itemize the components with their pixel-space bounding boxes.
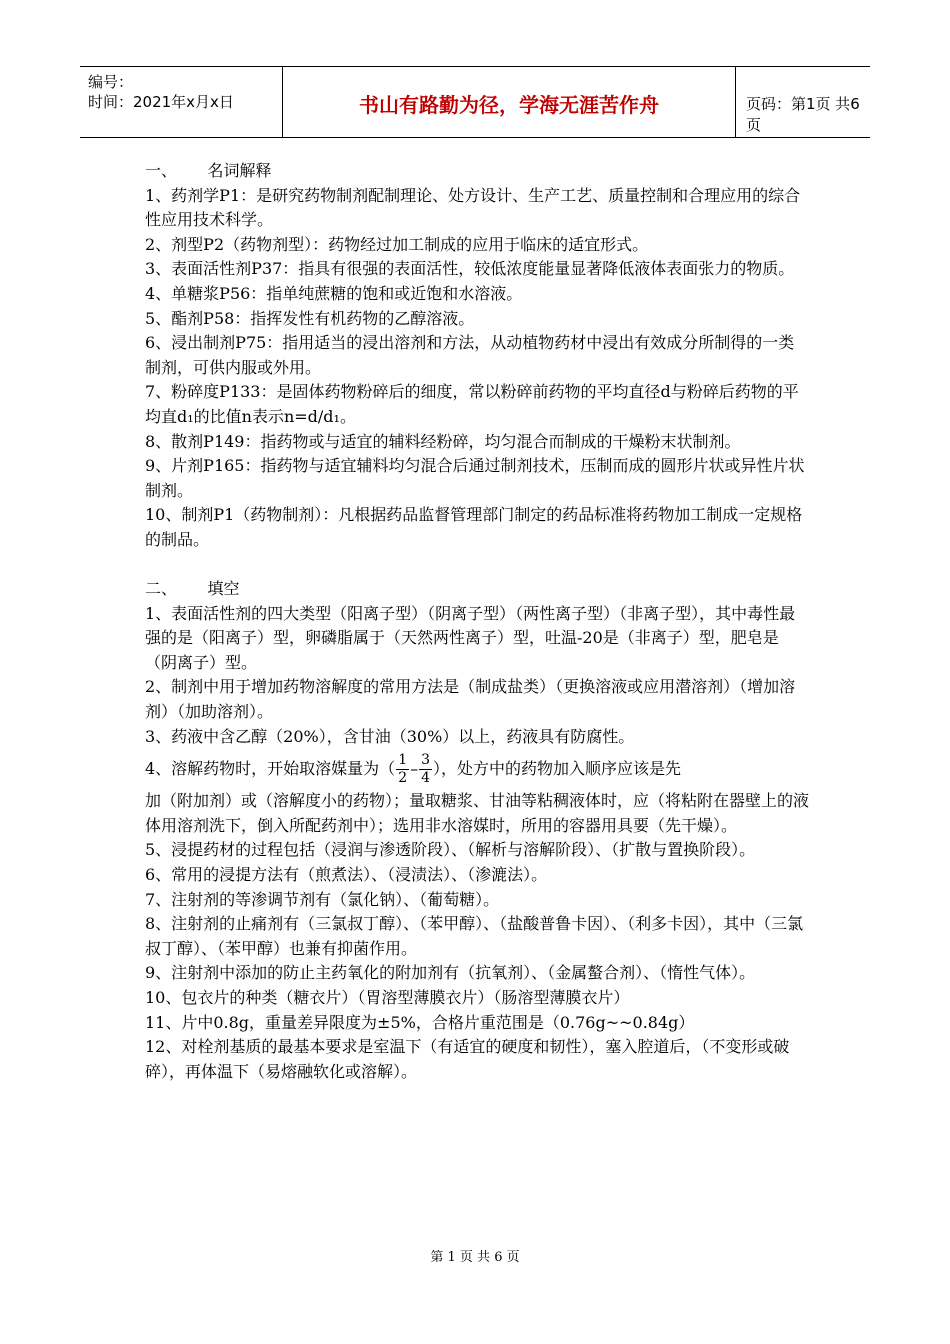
header-meta-cell — [80, 67, 283, 137]
header-motto-cell — [283, 67, 736, 137]
fraction-denominator: 4 — [421, 770, 431, 787]
definition-item: 3、表面活性剂P37：指具有很强的表面活性，较低浓度能量显著降低液体表面张力的物质。 — [145, 259, 795, 279]
definition-item: 4、单糖浆P56：指单纯蔗糖的饱和或近饱和水溶液。 — [145, 283, 523, 303]
fill-item: 7、注射剂的等渗调节剂有（氯化钠）、（葡萄糖）。 — [145, 889, 500, 909]
fraction-dash: – — [410, 759, 419, 779]
motto-text: 书山有路勤为径，学海无涯苦作舟 — [359, 93, 659, 117]
fill-item: 9、注射剂中添加的防止主药氧化的附加剂有（抗氧剂）、（金属螯合剂）、（惰性气体）。 — [145, 963, 756, 983]
fill-item-text: 4、溶解药物时，开始取溶媒量为（ — [145, 759, 396, 779]
fraction-three-quarters — [419, 752, 432, 787]
fill-item: 11、片中0.8g，重量差异限度为±5%，合格片重范围是（0.76g~~0.84g） — [145, 1012, 695, 1032]
number-label: 编号： — [88, 73, 134, 91]
definition-item: 7、粉碎度P133：是固体药物粉碎后的细度，常以粉碎前药物的平均直径d与粉碎后药物的平均直d₁的比值n表示n=d/d₁。 — [145, 382, 799, 426]
definitions-list — [145, 184, 810, 553]
fill-item: 10、包衣片的种类（糖衣片）（胃溶型薄膜衣片）（肠溶型薄膜衣片） — [145, 988, 630, 1007]
definition-item: 10、制剂P1（药物制剂）：凡根据药品监督管理部门制定的药品标准将药物加工制成一定规格的制品。 — [145, 505, 803, 549]
section-title-definitions: 一、 名词解释 — [145, 161, 272, 180]
header-page-cell — [736, 67, 870, 137]
spacer — [145, 553, 810, 578]
document-body — [145, 159, 810, 1084]
fill-item-continued: 加（附加剂）或（溶解度小的药物）；量取糖浆、甘油等粘稠液体时，应（将粘附在器壁上的液体用溶剂洗下，倒入所配药剂中）；选用非水溶媒时，所用的容器用具要（先干燥）。 — [145, 791, 810, 835]
fill-item: 2、制剂中用于增加药物溶解度的常用方法是（制成盐类）（更换溶液或应用潜溶剂）（增加溶剂）（加助溶剂）。 — [145, 677, 796, 722]
fraction-one-half — [396, 752, 409, 787]
definition-item: 9、片剂P165：指药物与适宜辅料均匀混合后通过制剂技术，压制而成的圆形片状或异性片状制剂。 — [145, 456, 805, 500]
definition-item: 8、散剂P149：指药物或与适宜的辅料经粉碎，均匀混合而制成的干燥粉末状制剂。 — [145, 431, 741, 451]
definition-item: 6、浸出制剂P75：指用适当的浸出溶剂和方法，从动植物药材中浸出有效成分所制得的一类制剂，可供内服或外用。 — [145, 333, 795, 377]
definition-item: 5、酯剂P58：指挥发性有机药物的乙醇溶液。 — [145, 308, 475, 328]
fraction-denominator: 2 — [398, 770, 408, 787]
page-footer: 第 1 页 共 6 页 — [430, 1250, 520, 1265]
section-title-fill-in: 二、 填空 — [145, 579, 240, 599]
fill-item: 6、常用的浸提方法有（煎煮法）、（浸渍法）、（渗漉法）。 — [145, 865, 548, 885]
fill-item: 1、表面活性剂的四大类型（阳离子型）（阴离子型）（两性离子型）（非离子型），其中毒性最强的是（阳离子）型，卵磷脂属于（天然两性离子）型，吐温-20是（非离子）型，肥皂是（阴离子）型。 — [145, 603, 796, 672]
definition-item: 2、剂型P2（药物剂型）：药物经过加工制成的应用于临床的适宜形式。 — [145, 234, 649, 254]
definition-item: 1、药剂学P1：是研究药物制剂配制理论、处方设计、生产工艺、质量控制和合理应用的综合性应用技术科学。 — [145, 185, 801, 230]
fill-item: 8、注射剂的止痛剂有（三氯叔丁醇）、（苯甲醇）、（盐酸普鲁卡因）、（利多卡因），其中（三氯叔丁醇）、（苯甲醇）也兼有抑菌作用。 — [145, 914, 804, 958]
fill-item: 3、药液中含乙醇（20%），含甘油（30%）以上，药液具有防腐性。 — [145, 726, 635, 746]
fraction-numerator: 1 — [398, 752, 408, 769]
page-info: 页码：第1页 共6页 — [746, 95, 860, 134]
fill-item: 5、浸提药材的过程包括（浸润与渗透阶段）、（解析与溶解阶段）、（扩散与置换阶段）。 — [145, 840, 756, 860]
fill-item-text: ），处方中的药物加入顺序应该是先 — [433, 759, 682, 779]
fraction-numerator: 3 — [421, 752, 431, 769]
fill-item: 12、对栓剂基质的最基本要求是室温下（有适宜的硬度和韧性），塞入腔道后，（不变形或破碎），再体温下（易熔融软化或溶解）。 — [145, 1037, 790, 1081]
page-header — [80, 66, 870, 138]
fill-item-fraction-line — [145, 749, 810, 789]
date-label: 时间：2021年x月x日 — [88, 93, 234, 111]
